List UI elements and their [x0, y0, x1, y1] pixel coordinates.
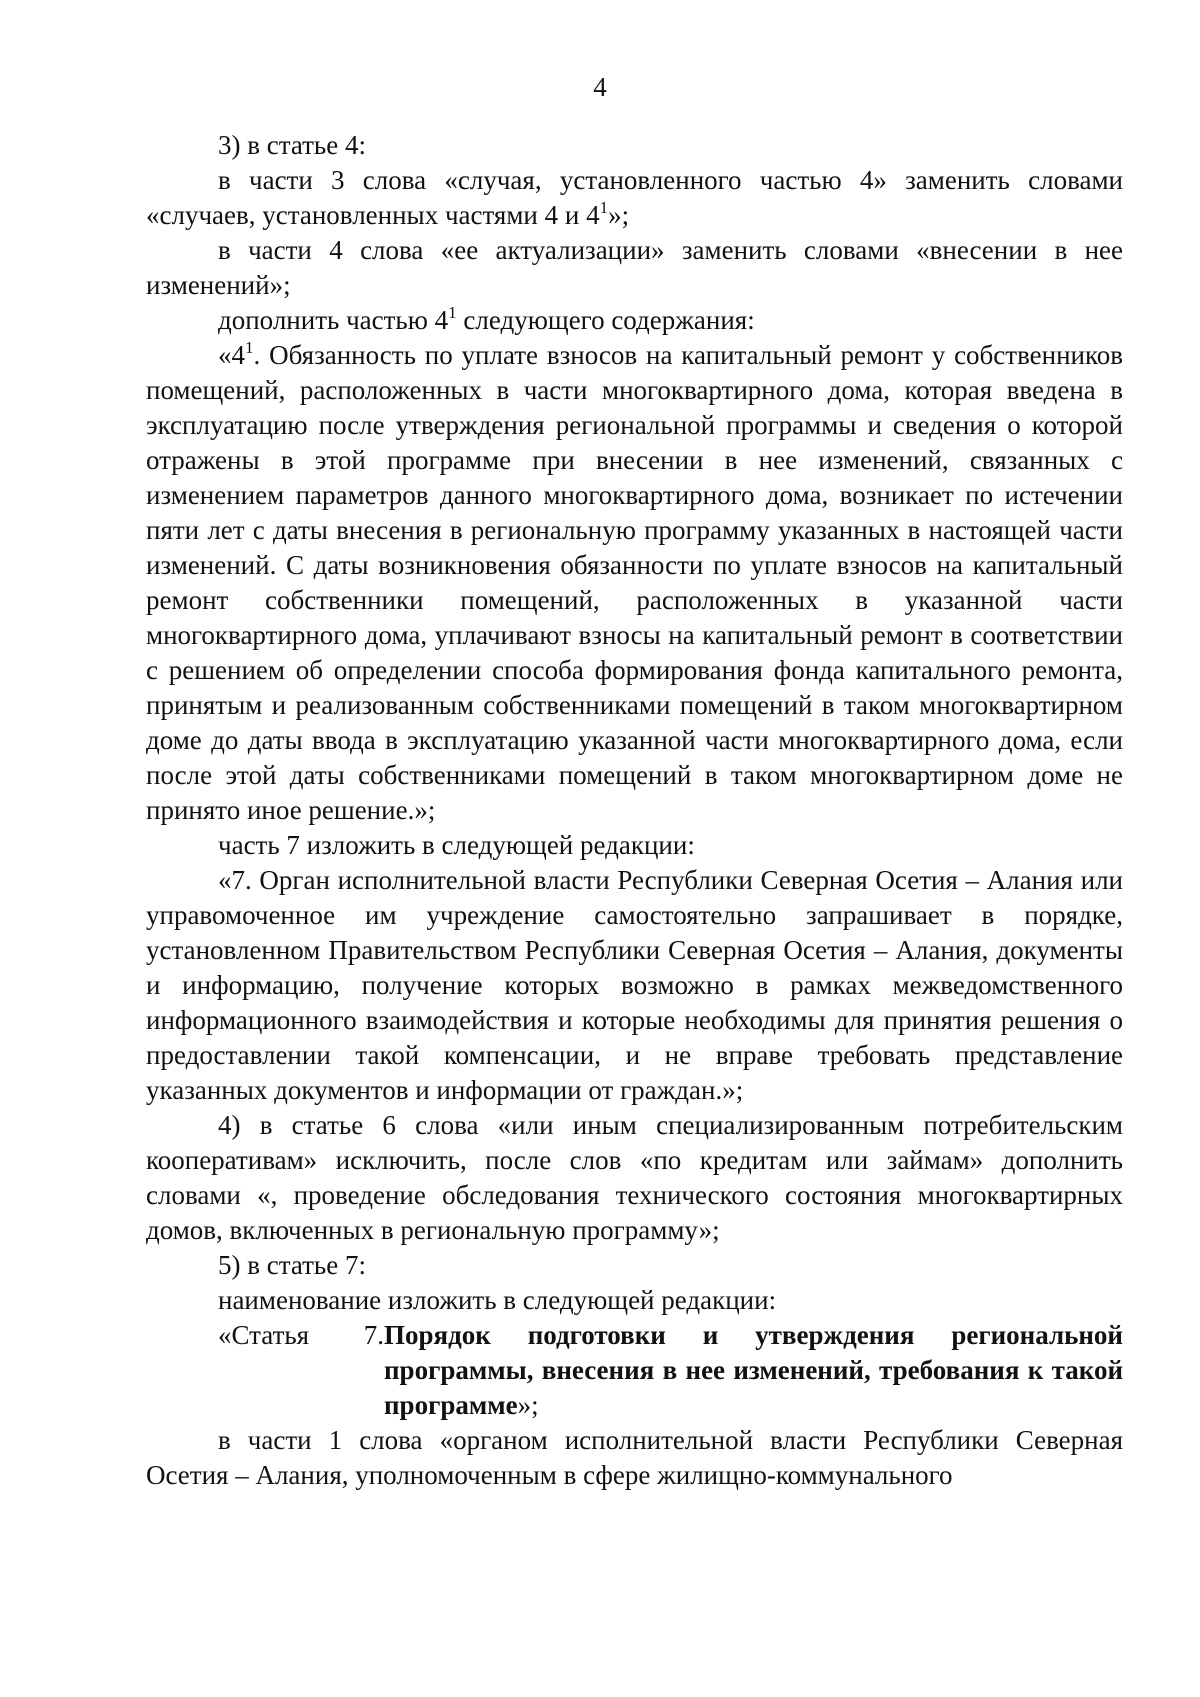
paragraph-text: в части 3 слова «случая, установленного частью 4» заменить словами «случаев, установленных частями 4 и 4	[146, 165, 1123, 230]
paragraph-text-end: следующего содержания:	[456, 305, 755, 335]
paragraph-text-end: . Обязанность по уплате взносов на капитальный ремонт у собственников помещений, расположенных в части многоквартирного дома, которая введена в эксплуатацию после утверждения региональной программы и сведения о которой отражены в этой программе при внесении в нее изменений, связанных с изменением параметров данного многоквартирного дома, возникает по истечении пяти лет с даты внесения в региональную программу указанных в настоящей части изменений. С даты возникновения обязанности по уплате взносов на капитальный ремонт собственники помещений, расположенных в указанной части многоквартирного дома, уплачивают взносы на капитальный ремонт в соответствии с решением об определении способа формирования фонда капитального ремонта, принятым и реализованным собственниками помещений в таком многоквартирном доме до даты ввода в эксплуатацию указанной части многоквартирного дома, если после этой даты собственниками помещений в таком многоквартирном доме не принято иное решение.»;	[146, 340, 1123, 825]
paragraph-text: дополнить частью 4	[218, 305, 449, 335]
article-title-end: »;	[517, 1390, 539, 1420]
paragraph-part-4-change: в части 4 слова «ее актуализации» заменить словами «внесении в нее изменений»;	[146, 235, 1123, 300]
paragraph-item-4: 4) в статье 6 слова «или иным специализированным потребительским кооперативам» исключить, после слов «по кредитам или займам» дополнить словами «, проведение обследования технического состояния многоквартирных домов, включенных в региональную программу»;	[146, 1110, 1123, 1245]
paragraph-add-part	[146, 303, 1123, 338]
article-word: «Статья	[218, 1320, 310, 1350]
article-label	[146, 1318, 384, 1423]
paragraph-part-7-text: «7. Орган исполнительной власти Республики Северная Осетия – Алания или управомоченное им учреждение самостоятельно запрашивает в порядке, установленном Правительством Республики Северная Осетия – Алания, документы и информацию, получение которых возможно в рамках межведомственного информационного взаимодействия и которые необходимы для принятия решения о предоставлении такой компенсации, и не вправе требовать представление указанных документов и информации от граждан.»;	[146, 865, 1123, 1105]
article-title-text	[384, 1318, 1123, 1423]
paragraph-part-4-1-text	[146, 338, 1123, 828]
paragraph-part-3-change	[146, 163, 1123, 233]
paragraph-text-end: »;	[608, 200, 630, 230]
paragraph-item-3: 3) в статье 4:	[218, 130, 366, 160]
paragraph-text: «4	[218, 340, 245, 370]
article-title-bold: Порядок подготовки и утверждения региональной программы, внесения в нее изменений, требования к такой программе	[384, 1320, 1123, 1420]
article-title	[146, 1318, 1123, 1423]
superscript: 1	[245, 338, 254, 357]
superscript: 1	[448, 303, 457, 322]
paragraph-item-5: 5) в статье 7:	[218, 1250, 366, 1280]
article-number: 7.	[363, 1320, 384, 1350]
paragraph-part-7-intro: часть 7 изложить в следующей редакции:	[218, 830, 695, 860]
page-number: 4	[593, 72, 607, 102]
paragraph-title-intro: наименование изложить в следующей редакции:	[218, 1285, 777, 1315]
document-body	[146, 128, 1123, 1493]
paragraph-part-1-change: в части 1 слова «органом исполнительной власти Республики Северная Осетия – Алания, уполномоченным в сфере жилищно-коммунального	[146, 1425, 1123, 1490]
superscript: 1	[599, 198, 609, 217]
